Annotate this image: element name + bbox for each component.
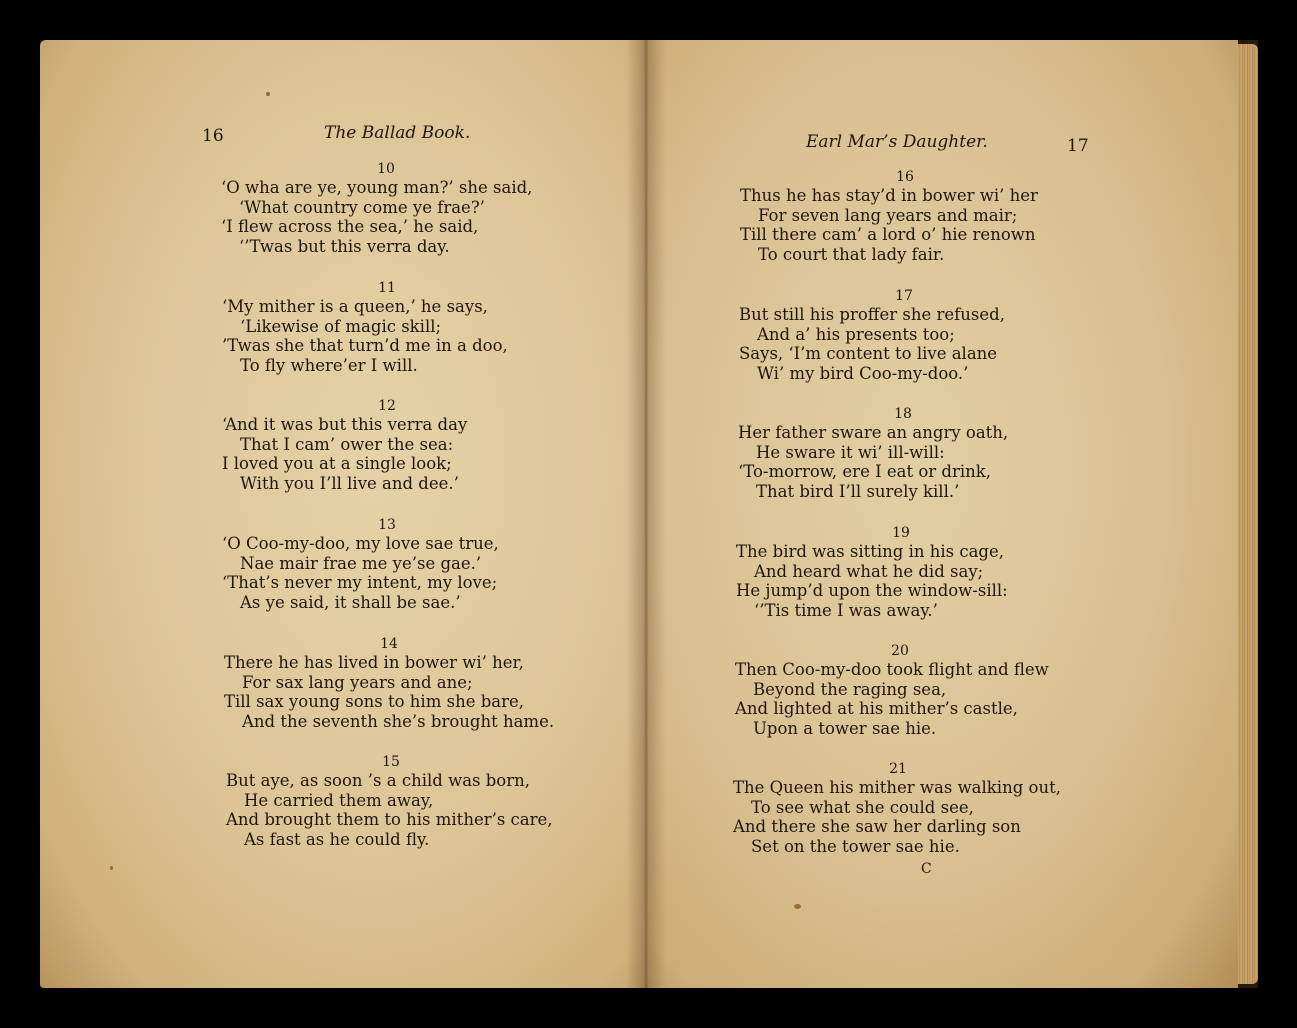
verse-line: The bird was sitting in his cage, [736, 542, 1004, 561]
verse-line: And heard what he did say; [754, 561, 984, 581]
stanza [226, 753, 556, 850]
verse-line: ‘To-morrow, ere I eat or drink, [738, 462, 991, 482]
stanza [735, 642, 1065, 739]
verse-line: To fly where’er I will. [240, 356, 418, 376]
verse-line: He jump’d upon the window-sill: [736, 581, 1008, 601]
stanza [222, 279, 552, 376]
stanza [224, 635, 554, 732]
verse-line: Nae mair frae me ye’se gae.’ [240, 553, 482, 573]
stanza [740, 168, 1070, 265]
stanza-number: 18 [894, 406, 912, 422]
verse-line: ’Twas she that turn’d me in a doo, [222, 336, 508, 356]
verse-line: But still his proffer she refused, [739, 305, 1005, 324]
verse-line: Then Coo-my-doo took flight and flew [735, 660, 1049, 679]
verse-line: As fast as he could fly. [244, 830, 430, 850]
verse-line: I loved you at a single look; [222, 454, 452, 474]
stanza-number: 11 [378, 280, 396, 296]
verse-line: ‘And it was but this verra day [222, 415, 468, 434]
verse-line: Her father sware an angry oath, [738, 423, 1009, 442]
verse-line: Says, ‘I’m content to live alane [739, 344, 998, 364]
verse-line: But aye, as soon ’s a child was born, [226, 771, 530, 790]
page-number: 17 [1067, 136, 1089, 156]
foxing-spot [110, 866, 113, 870]
verse-line: And brought them to his mither’s care, [226, 810, 553, 830]
verse-line: And lighted at his mither’s castle, [735, 699, 1018, 719]
verse-line: With you I’ll live and dee.’ [240, 474, 459, 494]
stanza-number: 10 [377, 161, 395, 177]
stanza [222, 516, 552, 613]
verse-line: Thus he has stay’d in bower wi’ her [740, 186, 1038, 205]
verse-line: ‘O wha are ye, young man?’ she said, [221, 178, 533, 197]
verse-line: Till there cam’ a lord o’ hie renown [740, 225, 1036, 245]
stanza [736, 524, 1066, 621]
verse-line: ‘What country come ye frae?’ [239, 197, 485, 217]
verse-line: That bird I’ll surely kill.’ [756, 482, 960, 502]
verse-line: ‘’Tis time I was away.’ [754, 601, 938, 621]
verse-line: For seven lang years and mair; [758, 205, 1018, 225]
verse-line: That I cam’ ower the sea: [240, 434, 454, 454]
verse-line: And the seventh she’s brought hame. [242, 712, 555, 732]
verse-line: As ye said, it shall be sae.’ [240, 593, 461, 613]
stanza [733, 760, 1063, 857]
verse-line: ‘That’s never my intent, my love; [222, 573, 498, 593]
right-page [646, 40, 1238, 988]
verse-line: To court that lady fair. [758, 245, 945, 265]
verse-line: And a’ his presents too; [757, 324, 955, 344]
foxing-spot [266, 92, 270, 96]
verse-line: ‘O Coo-my-doo, my love sae true, [222, 534, 499, 553]
verse-line: ‘’Twas but this verra day. [239, 237, 450, 257]
stanza-number: 16 [896, 169, 914, 185]
verse-line: Till sax young sons to him she bare, [224, 692, 524, 712]
stanza-number: 17 [895, 288, 913, 304]
verse-line: Upon a tower sae hie. [753, 719, 937, 739]
verse-line: To see what she could see, [751, 797, 974, 817]
page-edges [1238, 44, 1258, 984]
page-number: 16 [202, 126, 224, 146]
verse-line: And there she saw her darling son [733, 817, 1021, 837]
open-book [40, 40, 1258, 988]
signature-mark: C [921, 861, 932, 877]
verse-line: Wi’ my bird Coo-my-doo.’ [757, 364, 969, 384]
verse-line: There he has lived in bower wi’ her, [224, 653, 524, 672]
stanza-number: 12 [378, 398, 396, 414]
stanza [739, 287, 1069, 384]
verse-line: ‘My mither is a queen,’ he says, [222, 297, 488, 316]
book-gutter [626, 40, 666, 988]
running-head: The Ballad Book. [324, 123, 471, 143]
stanza-number: 14 [380, 636, 398, 652]
verse-line: Beyond the raging sea, [753, 679, 947, 699]
verse-line: ‘I flew across the sea,’ he said, [221, 217, 479, 237]
stanza-number: 15 [382, 754, 400, 770]
stanza-number: 13 [378, 517, 396, 533]
verse-line: ‘Likewise of magic skill; [240, 316, 442, 336]
stanza-number: 21 [889, 761, 907, 777]
verse-line: He sware it wi’ ill-will: [756, 442, 945, 462]
verse-line: The Queen his mither was walking out, [733, 778, 1061, 797]
stanza [738, 405, 1068, 502]
left-page [40, 40, 646, 988]
stanza-number: 20 [891, 643, 909, 659]
stanza [222, 397, 552, 494]
foxing-spot [794, 904, 801, 909]
stanza [221, 160, 551, 257]
verse-line: Set on the tower sae hie. [751, 837, 960, 857]
stanza-number: 19 [892, 525, 910, 541]
running-head: Earl Mar’s Daughter. [806, 132, 988, 152]
verse-line: For sax lang years and ane; [242, 672, 473, 692]
verse-line: He carried them away, [244, 790, 434, 810]
